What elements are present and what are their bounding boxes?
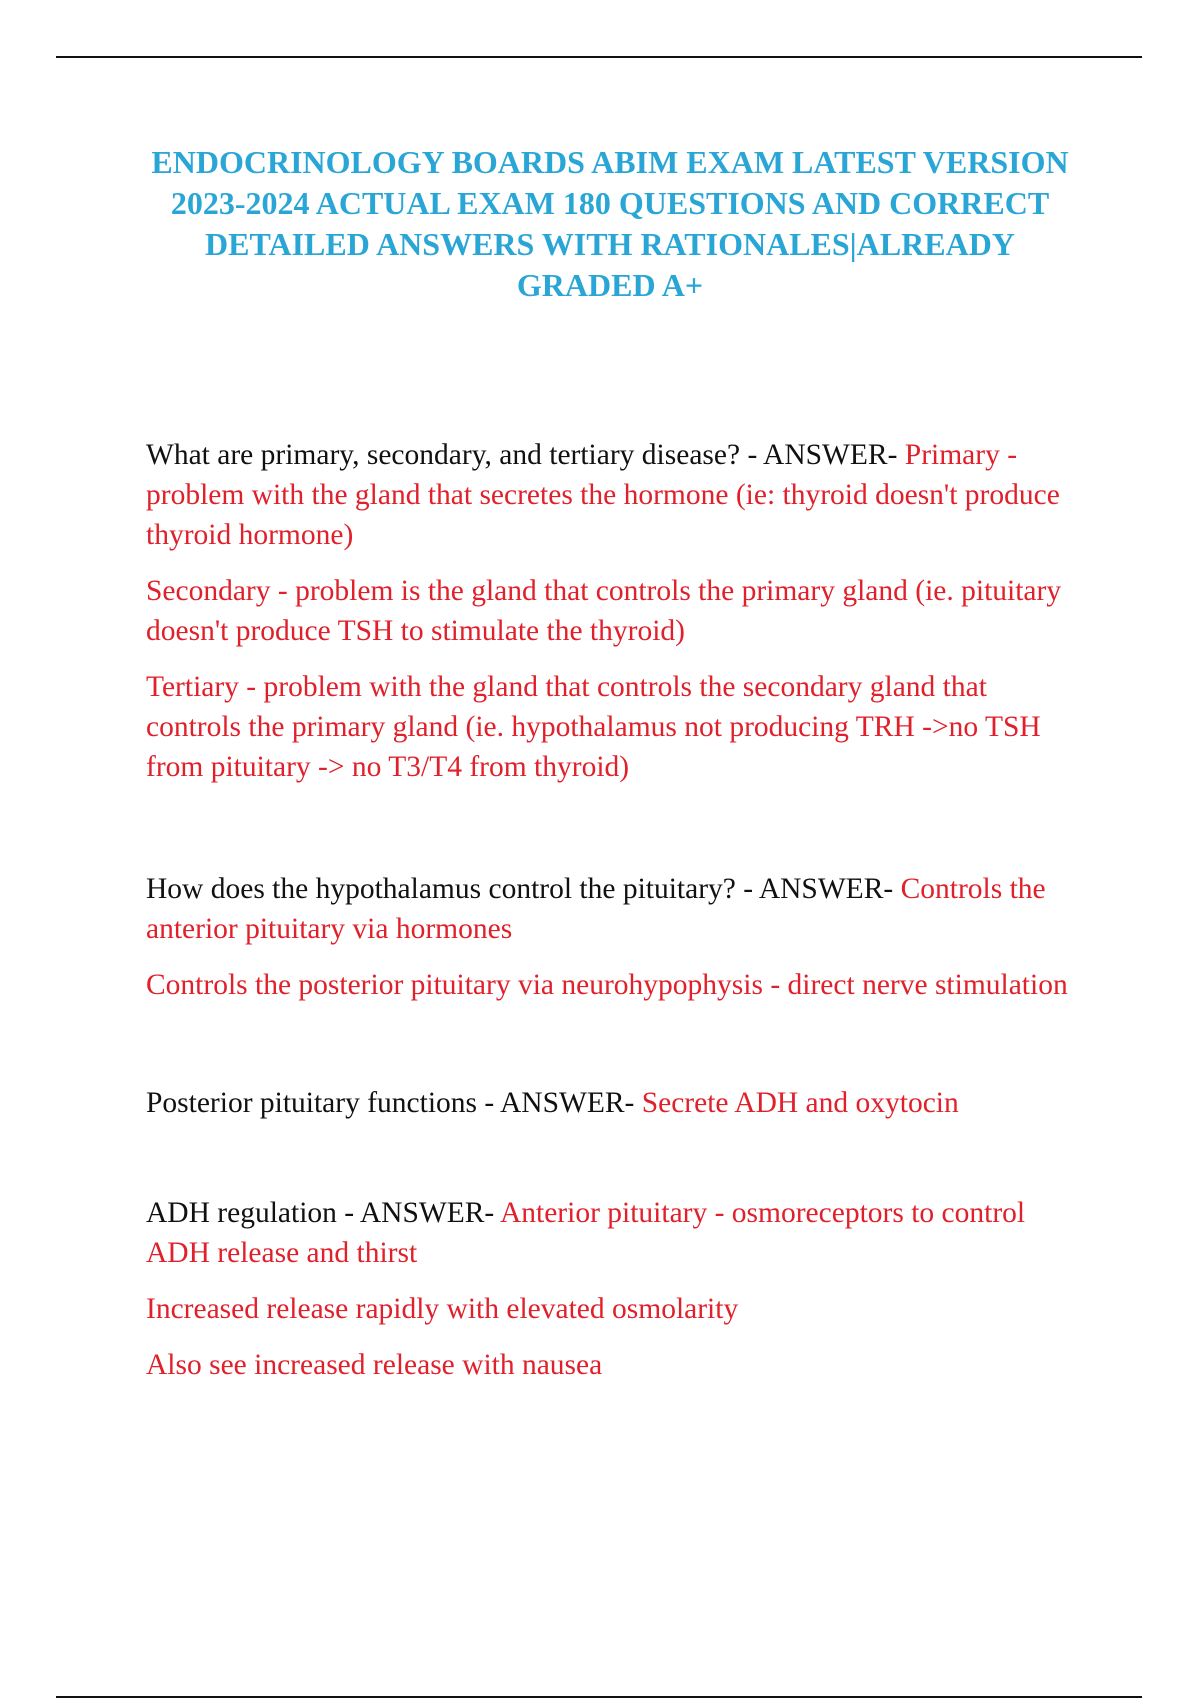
qa-item <box>146 1193 1086 1385</box>
title-line: ENDOCRINOLOGY BOARDS ABIM EXAM LATEST VERSION <box>151 144 1069 180</box>
answer-text: Anterior pituitary - osmoreceptors to control ADH release and thirst <box>146 1197 1026 1269</box>
answer-paragraph: Also see increased release with nausea <box>146 1349 603 1381</box>
qa-first-paragraph <box>146 1193 1086 1273</box>
answer-paragraph: Secondary - problem is the gland that controls the primary gland (ie. pituitary doesn't produce TSH to stimulate the thyroid) <box>146 575 1062 647</box>
answer-paragraph: Increased release rapidly with elevated osmolarity <box>146 1293 739 1325</box>
qa-item <box>146 1083 1086 1123</box>
title-line: 2023-2024 ACTUAL EXAM 180 QUESTIONS AND CORRECT <box>170 185 1050 221</box>
answer-text: Primary - problem with the gland that secretes the hormone (ie: thyroid doesn't produce thyroid hormone) <box>146 439 1060 551</box>
answer-text: Secrete ADH and oxytocin <box>641 1087 959 1119</box>
qa-first-paragraph <box>146 435 1086 555</box>
qa-item <box>146 869 1086 1005</box>
answer-text: Controls the anterior pituitary via hormones <box>146 873 1046 945</box>
question-text: Posterior pituitary functions - ANSWER- <box>146 1087 642 1119</box>
qa-first-paragraph <box>146 869 1086 949</box>
title-line: DETAILED ANSWERS WITH RATIONALES|ALREADY <box>205 226 1015 262</box>
question-text: ADH regulation - ANSWER- <box>146 1197 500 1229</box>
question-text: How does the hypothalamus control the pituitary? - ANSWER- <box>146 873 901 905</box>
qa-item <box>146 435 1086 787</box>
qa-list <box>146 435 1086 1385</box>
answer-paragraph: Tertiary - problem with the gland that controls the secondary gland that controls the primary gland (ie. hypothalamus not producing TRH ->no TSH from pituitary -> no T3/T4 from thyroid) <box>146 671 1041 783</box>
document-title <box>130 142 1090 306</box>
qa-first-paragraph <box>146 1083 1086 1123</box>
footer-rule <box>56 1696 1142 1698</box>
answer-paragraph: Controls the posterior pituitary via neurohypophysis - direct nerve stimulation <box>146 969 1068 1001</box>
header-rule <box>56 56 1142 58</box>
title-line: GRADED A+ <box>516 267 704 303</box>
question-text: What are primary, secondary, and tertiary disease? - ANSWER- <box>146 439 905 471</box>
